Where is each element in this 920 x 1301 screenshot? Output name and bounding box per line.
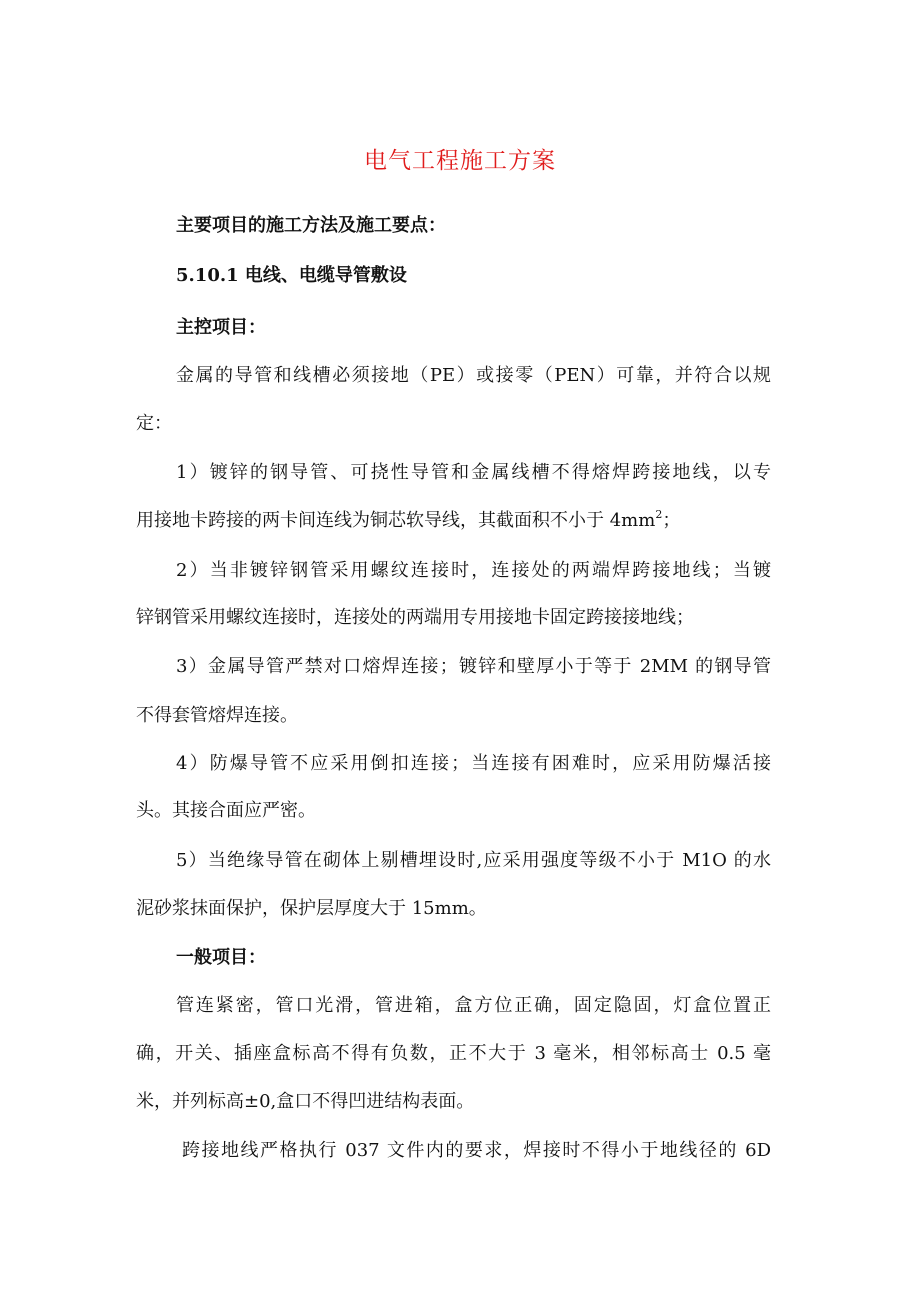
item-1-line — [136, 508, 680, 534]
item-2-line: 2）当非镀锌钢管采用螺纹连接时，连接处的两端焊跨接地线；当镀 — [176, 560, 771, 581]
document-title: 电气工程施工方案 — [364, 148, 556, 174]
item-2-line: 锌钢管采用螺纹连接时，连接处的两端用专用接地卡固定跨接接地线； — [136, 607, 694, 628]
grounding-paragraph-line: 跨接地线严格执行 037 文件内的要求，焊接时不得小于地线径的 6D — [182, 1140, 771, 1161]
general-paragraph-line: 确，开关、插座盒标高不得有负数，正不大于 3 毫米，相邻标高士 0.5 毫 — [136, 1043, 771, 1064]
heading-main-items: 主要项目的施工方法及施工要点： — [176, 215, 446, 236]
heading-general-items: 一般项目： — [176, 947, 266, 968]
heading-master-items: 主控项目： — [176, 317, 266, 338]
general-paragraph-line: 米，并列标高±0,盒口不得凹进结构表面。 — [136, 1091, 475, 1112]
item-4-line: 头。其接合面应严密。 — [136, 800, 316, 821]
paragraph-line: 定： — [136, 413, 172, 434]
item-1-line-end: ； — [662, 510, 681, 531]
item-5-line: 泥砂浆抹面保护，保护层厚度大于 15mm。 — [136, 898, 487, 919]
heading-section-5-10-1: 5.10.1 电线、电缆导管敷设 — [176, 265, 407, 286]
item-4-line: 4）防爆导管不应采用倒扣连接；当连接有困难时，应采用防爆活接 — [176, 753, 771, 774]
item-1-line-text: 用接地卡跨接的两卡间连线为铜芯软导线，其截面积不小于 4mm — [136, 510, 656, 531]
item-3-line: 3）金属导管严禁对口熔焊连接；镀锌和壁厚小于等于 2MM 的钢导管 — [176, 656, 771, 677]
general-paragraph-line: 管连紧密，管口光滑，管进箱，盒方位正确，固定隐固，灯盒位置正 — [176, 995, 771, 1016]
item-1-line: 1）镀锌的钢导管、可挠性导管和金属线槽不得熔焊跨接地线，以专 — [176, 462, 771, 483]
superscript-2: 2 — [655, 508, 663, 521]
paragraph-line: 金属的导管和线槽必须接地（PE）或接零（PEN）可靠，并符合以规 — [176, 365, 771, 386]
item-3-line: 不得套管熔焊连接。 — [136, 705, 298, 726]
item-5-line: 5）当绝缘导管在砌体上剔槽埋设时,应采用强度等级不小于 M1O 的水 — [176, 850, 771, 871]
